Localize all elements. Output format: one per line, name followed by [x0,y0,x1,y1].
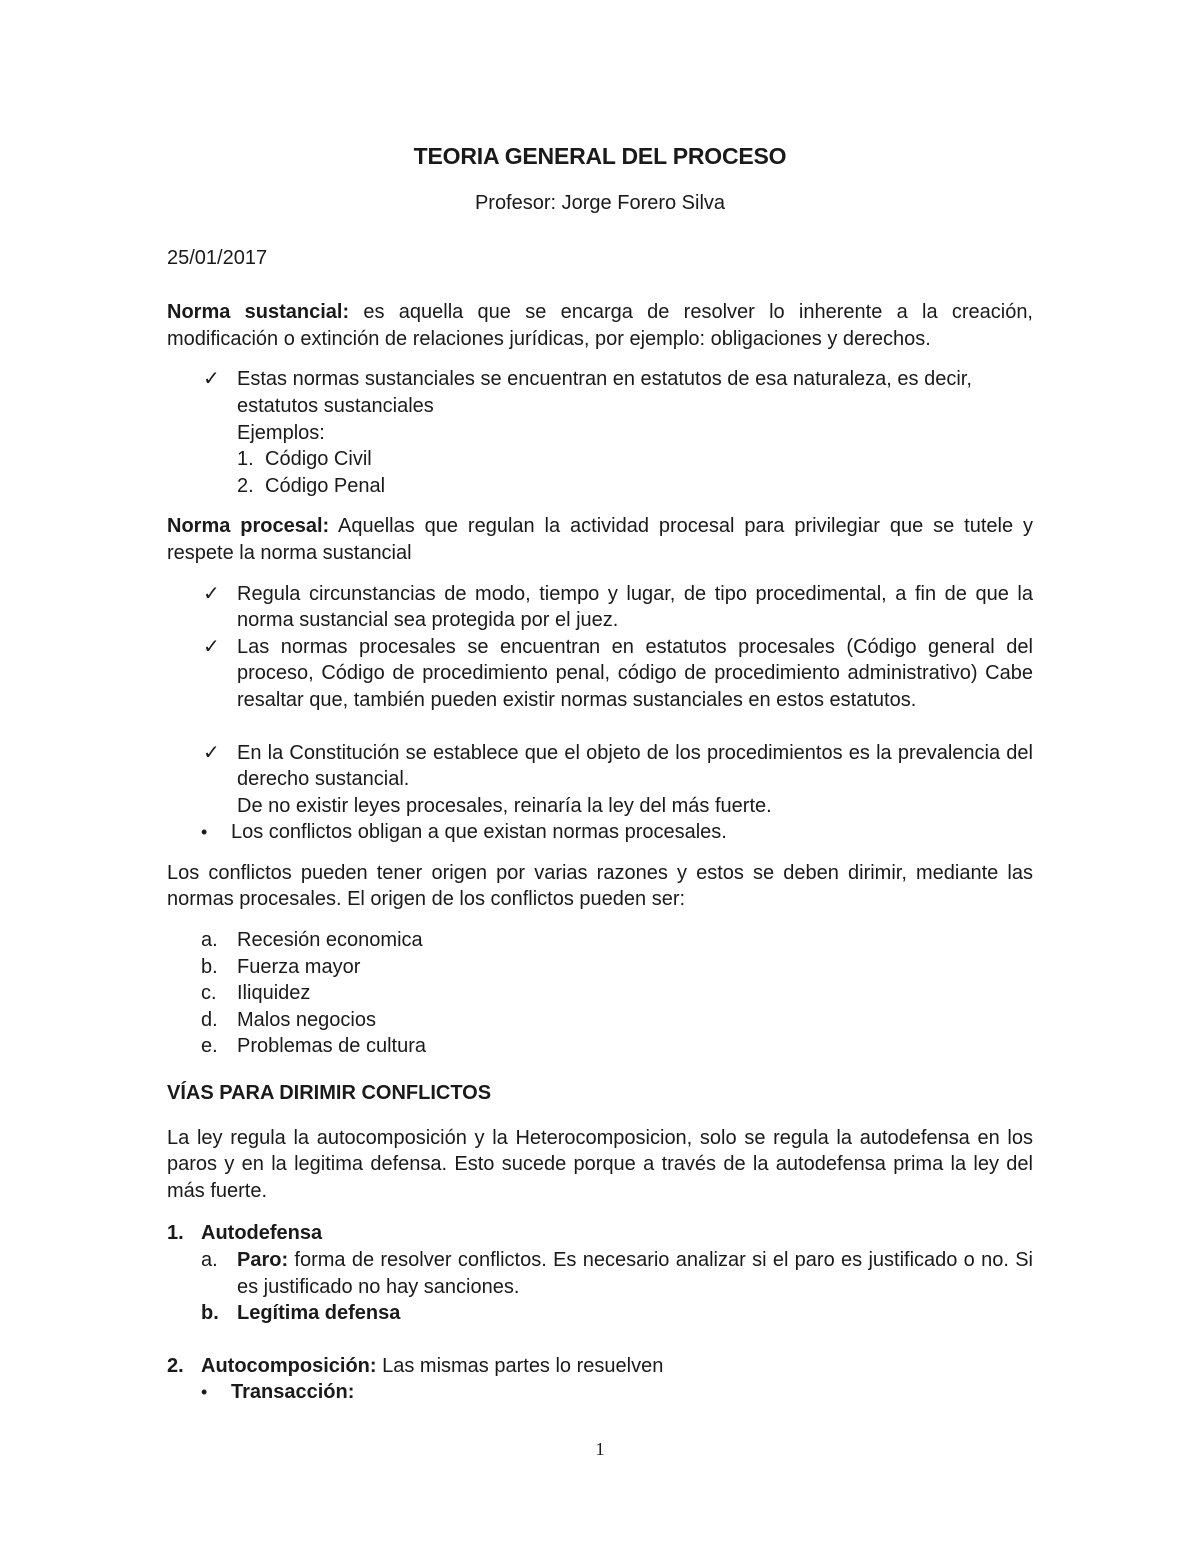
list-item [167,980,1033,1007]
bullet-item [167,819,1033,846]
list-item-text: Código Penal [265,474,386,497]
document-title: TEORIA GENERAL DEL PROCESO [413,143,787,169]
checkmark-icon: ✓ [203,635,220,658]
date: 25/01/2017 [167,246,268,269]
legitima-defensa-term: Legítima defensa [237,1302,401,1325]
legitima-defensa-item [167,1300,1033,1327]
norma-sustancial-paragraph [167,299,1033,352]
vias-paragraph: La ley regula la autocomposición y la Heterocomposicion, solo se regula la autodefensa en los paros y en la legitima defensa. Esto sucede porque a través de la autodefensa prima la ley del más fuerte. [167,1126,1033,1202]
list-item-text: Malos negocios [237,1008,376,1031]
check-item-text: Regula circunstancias de modo, tiempo y lugar, de tipo procedimental, a fin de que la norma sustancial sea protegida por el juez. [237,582,1033,632]
norma-procesal-paragraph [167,513,1033,566]
procesal-check-list [167,581,1033,846]
list-letter: d. [201,1008,218,1031]
list-item [237,446,1033,473]
check-item [167,740,1033,820]
autocomposicion-label: Autocomposición: [201,1354,377,1377]
norma-sustancial-text: es aquella que se encarga de resolver lo inherente a la creación, modificación o extinción de relaciones jurídicas, por ejemplo: obligaciones y derechos. [167,301,1033,350]
list-item [167,927,1033,954]
list-item-text: Código Civil [265,448,372,471]
list-item [167,1033,1033,1060]
norma-procesal-term: Norma procesal: [167,515,330,538]
checkmark-icon: ✓ [203,741,220,764]
check-item-extra: De no existir leyes procesales, reinaría la ley del más fuerte. [237,794,772,817]
list-item-text: Fuerza mayor [237,955,361,978]
bullet-item-text: Los conflictos obligan a que existan normas procesales. [231,821,727,844]
conflictos-paragraph: Los conflictos pueden tener origen por varias razones y estos se deben dirimir, mediante las normas procesales. El origen de los conflictos pueden ser: [167,861,1033,911]
list-number: 2. [237,474,254,497]
check-item-text: Estas normas sustanciales se encuentran en estatutos de esa naturaleza, es decir, estatutos sustanciales [237,368,972,417]
list-number: 2. [167,1354,184,1377]
list-item-text: Iliquidez [237,982,311,1005]
page-number: 1 [595,1439,605,1459]
checkmark-icon: ✓ [203,368,220,391]
paro-item [167,1247,1033,1300]
list-letter: a. [201,1249,218,1271]
check-item [167,634,1033,714]
list-item [237,473,1033,500]
autocomposicion-text: Las mismas partes lo resuelven [376,1354,664,1377]
paro-term: Paro: [237,1249,289,1271]
list-letter: e. [201,1035,218,1058]
list-item-text: Recesión economica [237,929,423,952]
check-item-text: Las normas procesales se encuentran en estatutos procesales (Código general del proceso, Código de procedimiento penal, código de procedimiento administrativo) Cabe resaltar que, también pueden existir normas sustanciales en estos estatutos. [237,635,1033,711]
conflict-origin-list [167,927,1033,1060]
norma-procesal-text: Aquellas que regulan la actividad procesal para privilegiar que se tutele y respete la norma sustancial [167,515,1034,564]
bullet-icon: • [201,822,208,843]
list-item [167,954,1033,981]
paro-text: forma de resolver conflictos. Es necesario analizar si el paro es justificado o no. Si es justificado no hay sanciones. [237,1249,1033,1298]
transaccion-item [167,1379,1033,1406]
list-letter: b. [201,1302,219,1325]
sustancial-check-list [167,366,1033,499]
autocomposicion-item [167,1353,1033,1380]
ejemplos-list [237,446,1033,499]
autodefensa-label: Autodefensa [201,1222,323,1245]
list-item [167,1007,1033,1034]
ejemplos-label: Ejemplos: [237,421,325,444]
checkmark-icon: ✓ [203,582,220,605]
check-item-text: En la Constitución se establece que el objeto de los procedimientos es la prevalencia del derecho sustancial. [237,741,1033,791]
document-page [167,140,1033,1406]
section-heading: VÍAS PARA DIRIMIR CONFLICTOS [167,1082,492,1105]
check-item [167,581,1033,634]
list-letter: a. [201,929,218,952]
transaccion-term: Transacción: [231,1381,355,1404]
list-item-text: Problemas de cultura [237,1035,426,1058]
list-letter: b. [201,955,218,978]
list-letter: c. [201,982,217,1005]
autodefensa-item [167,1220,1033,1247]
norma-sustancial-term: Norma sustancial: [167,301,350,324]
list-number: 1. [237,448,254,471]
check-item [167,366,1033,499]
list-number: 1. [167,1222,184,1245]
bullet-icon: • [201,1382,208,1403]
professor-line: Profesor: Jorge Forero Silva [474,192,726,214]
